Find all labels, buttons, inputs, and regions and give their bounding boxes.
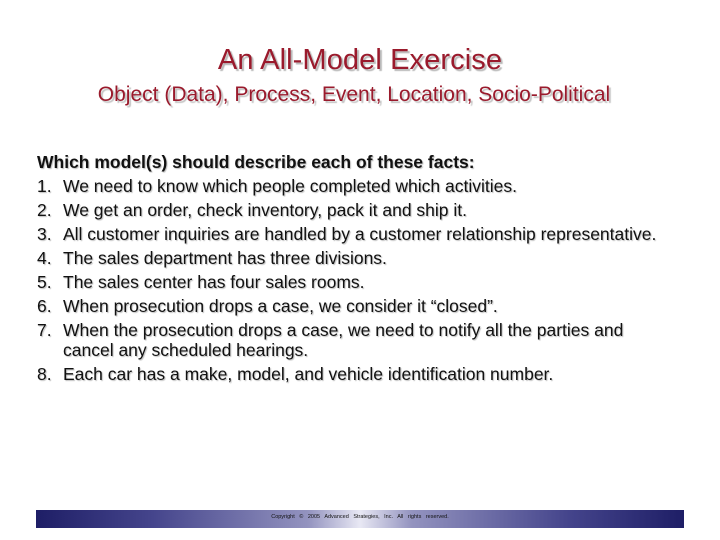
fact-text: We need to know which people completed which activities.: [63, 176, 517, 196]
fact-number: 8.: [37, 364, 52, 384]
facts-list: [37, 174, 677, 386]
fact-number: 3.: [37, 224, 52, 244]
fact-number: 7.: [37, 320, 52, 340]
fact-text: All customer inquiries are handled by a customer relationship representative.: [63, 224, 657, 244]
copyright-notice: Copyright © 2005 Advanced Strategies, Inc. All rights reserved.: [271, 514, 449, 520]
question-prompt: Which model(s) should describe each of these facts:: [37, 152, 475, 172]
fact-item: [37, 318, 677, 362]
fact-text: Each car has a make, model, and vehicle identification number.: [63, 364, 554, 384]
fact-text: When the prosecution drops a case, we need to notify all the parties and cancel any scheduled hearings.: [63, 320, 624, 360]
fact-number: 5.: [37, 272, 52, 292]
fact-text: The sales center has four sales rooms.: [63, 272, 365, 292]
fact-text: The sales department has three divisions.: [63, 248, 387, 268]
slide-subtitle: Object (Data), Process, Event, Location, Socio-Political: [97, 83, 611, 106]
fact-text: When prosecution drops a case, we consider it “closed”.: [63, 296, 498, 316]
slide-title: An All-Model Exercise: [217, 44, 503, 76]
fact-number: 6.: [37, 296, 52, 316]
fact-text: We get an order, check inventory, pack it and ship it.: [63, 200, 468, 220]
slide-body: [37, 150, 677, 386]
fact-item: [37, 198, 677, 222]
footer-bar: [36, 510, 684, 528]
fact-item: [37, 294, 677, 318]
fact-item: [37, 246, 677, 270]
fact-number: 2.: [37, 200, 52, 220]
fact-item: [37, 362, 677, 386]
fact-number: 4.: [37, 248, 52, 268]
fact-item: [37, 270, 677, 294]
fact-item: [37, 222, 677, 246]
fact-number: 1.: [37, 176, 52, 196]
fact-item: [37, 174, 677, 198]
